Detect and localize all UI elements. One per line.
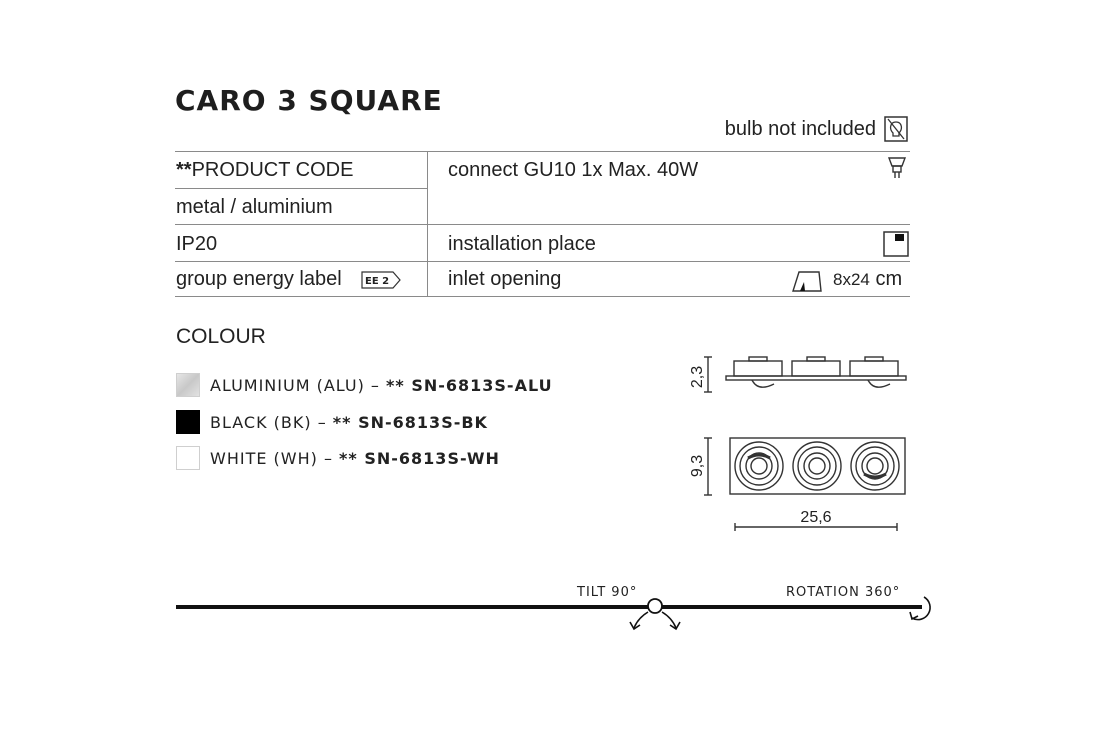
bulb-note-text: bulb not included xyxy=(724,117,876,140)
connect-spec: connect GU10 1x Max. 40W xyxy=(448,159,699,181)
energy-badge-text: EE 2 xyxy=(365,275,390,287)
motion-diagram xyxy=(176,585,930,629)
rotation-label: ROTATION 360° xyxy=(786,585,901,600)
colour-heading: COLOUR xyxy=(176,325,266,348)
dim-height: 2,3 xyxy=(689,365,706,389)
material-value: metal / aluminium xyxy=(176,196,333,218)
tilt-label: TILT 90° xyxy=(577,585,638,600)
side-view-drawing xyxy=(704,357,906,392)
tilt-icon xyxy=(630,612,680,629)
dim-depth: 9,3 xyxy=(689,454,706,478)
ip-rating: IP20 xyxy=(176,233,218,255)
installation-place: installation place xyxy=(448,233,596,255)
colour-code: ** SN-6813S-BK xyxy=(332,412,488,432)
dim-width: 25,6 xyxy=(800,509,832,526)
inlet-opening: inlet opening xyxy=(448,268,562,290)
inlet-size: 8x24 cm xyxy=(833,268,903,290)
colour-code: ** SN-6813S-WH xyxy=(339,448,500,468)
colour-code: ** SN-6813S-ALU xyxy=(386,375,553,395)
colour-name: BLACK (BK) – xyxy=(210,412,333,432)
product-code-label: **PRODUCT CODE xyxy=(176,159,354,181)
tilt-pivot-icon xyxy=(648,599,662,613)
product-title: CARO 3 SQUARE xyxy=(175,84,443,117)
colour-name: WHITE (WH) – xyxy=(210,448,340,468)
colour-name: ALUMINIUM (ALU) – xyxy=(210,375,387,395)
energy-label: group energy label EE 2 xyxy=(176,268,401,291)
